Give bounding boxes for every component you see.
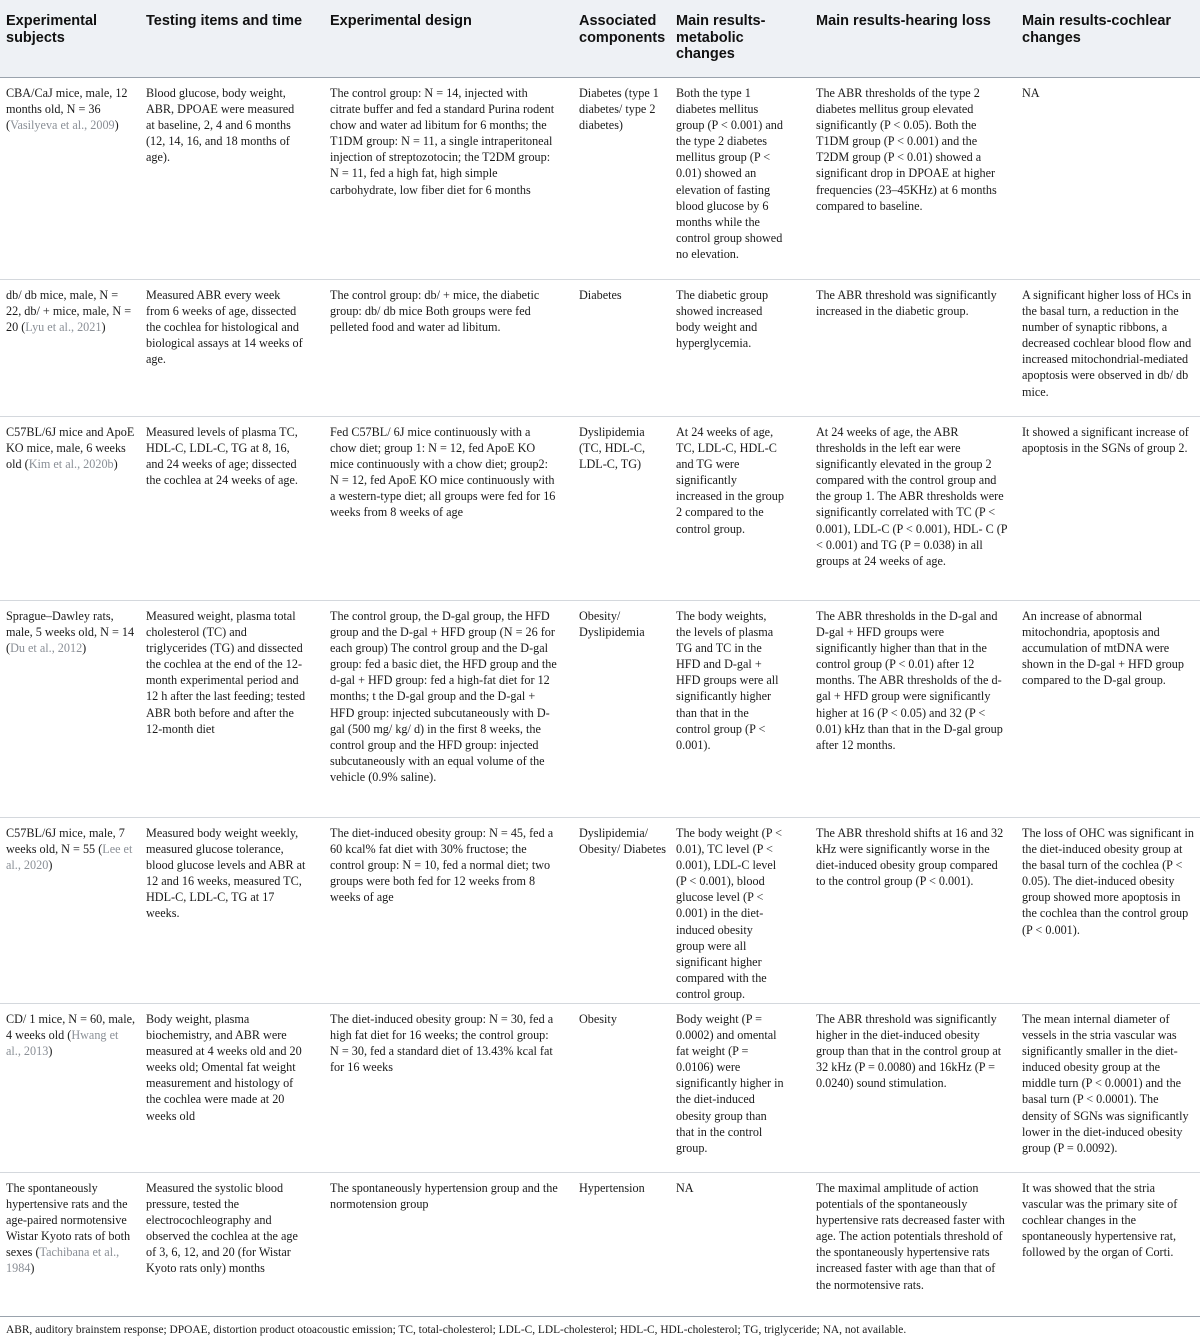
row-divider [0, 600, 1200, 601]
cell-testing: Measured levels of plasma TC, HDL-C, LDL-C, TG at 8, 16, and 24 weeks of age; dissected the cochlea at 24 weeks of age. [146, 425, 298, 488]
citation-link[interactable]: Du et al., 2012 [10, 641, 83, 656]
header-cochlear-changes: Main results-cochlear changes [1022, 13, 1172, 46]
row-divider [0, 817, 1200, 818]
cell-subjects: Sprague–Dawley rats, male, 5 weeks old, N = 14 (Du et al., 2012) [6, 609, 135, 656]
header-experimental-design: Experimental design [330, 13, 472, 29]
cell-hearing: The ABR thresholds of the type 2 diabetes mellitus group elevated significantly (P < 0.05). Both the T1DM group (P < 0.001) and the T2DM group (P < 0.01) showed a significant drop in DPOAE at higher frequencies (23–45KHz) at 6 months compared to baseline. [816, 86, 997, 213]
cell-cochlear: The mean internal diameter of vessels in the stria vascular was significantly smaller in the diet-induced obesity group at the middle turn (P < 0.0001) and the basal turn (P < 0.0001). The density of SGNs was significantly lower in the diet-induced obesity group (P = 0.0092). [1022, 1012, 1189, 1155]
cell-subjects: db/ db mice, male, N = 22, db/ + mice, male, N = 20 (Lyu et al., 2021) [6, 288, 132, 335]
cell-subjects: CBA/CaJ mice, male, 12 months old, N = 36 (Vasilyeva et al., 2009) [6, 86, 128, 133]
cell-cochlear: A significant higher loss of HCs in the basal turn, a reduction in the number of synaptic ribbons, a decreased cochlear blood flow and increased mitochondrial-mediated apoptosis were observed in db/ db mice. [1022, 288, 1192, 399]
cell-hearing: At 24 weeks of age, the ABR thresholds in the left ear were significantly elevated in the group 2 compared with the control group and the group 1. The ABR thresholds were significantly correlated with TC (P < 0.001), LDL-C (P < 0.001), HDL- C (P < 0.001) and TG (P = 0.038) in all groups at 24 weeks of age. [816, 425, 1008, 568]
cell-components: Dyslipidemia (TC, HDL-C, LDL-C, TG) [579, 425, 646, 472]
cell-subjects: C57BL/6J mice, male, 7 weeks old, N = 55 (Lee et al., 2020) [6, 826, 133, 873]
cell-design: The diet-induced obesity group: N = 30, fed a high fat diet for 16 weeks; the control group: N = 30, fed a standard diet of 13.43% kcal fat for 16 weeks [330, 1012, 554, 1075]
header-hearing-loss: Main results-hearing loss [816, 13, 991, 29]
cell-hearing: The ABR threshold shifts at 16 and 32 kHz were significantly worse in the diet-induced obesity group compared to the control group (P < 0.001). [816, 826, 1004, 889]
header-associated-components: Associated components [579, 13, 666, 46]
cell-design: The diet-induced obesity group: N = 45, fed a 60 kcal% fat diet with 30% fructose; the control group: N = 10, fed a normal diet; two groups were both fed for 12 weeks from 8 weeks of age [330, 826, 554, 905]
citation-link[interactable]: Lyu et al., 2021 [25, 320, 102, 335]
table-footnote: ABR, auditory brainstem response; DPOAE, distortion product otoacoustic emission; TC, total-cholesterol; LDL-C, LDL-cholesterol; HDL-C, HDL-cholesterol; TG, triglyceride; NA, not available. [6, 1324, 907, 1336]
cell-testing: Measured the systolic blood pressure, tested the electrocochleography and observed the cochlea at the age of 3, 6, 12, and 20 (for Wistar Kyoto rats only) months [146, 1181, 298, 1276]
cell-testing: Blood glucose, body weight, ABR, DPOAE were measured at baseline, 2, 4 and 6 months (12, 14, 16, and 18 months of age). [146, 86, 295, 165]
cell-components: Obesity [579, 1012, 617, 1026]
cell-hearing: The ABR thresholds in the D-gal and D-gal + HFD groups were significantly higher than that in the control group (P < 0.01) after 12 months. The ABR thresholds of the d-gal + HFD group were significantly higher at 16 (P < 0.05) and 32 (P < 0.01) kHz than that in the D-gal group after 12 months. [816, 609, 1003, 752]
citation-link[interactable]: Kim et al., 2020b [28, 457, 114, 472]
cell-components: Dyslipidemia/ Obesity/ Diabetes [579, 826, 666, 857]
table-bottom-rule [0, 1316, 1200, 1317]
cell-hearing: The ABR threshold was significantly increased in the diabetic group. [816, 288, 997, 319]
cell-cochlear: An increase of abnormal mitochondria, apoptosis and accumulation of mtDNA were shown in the D-gal + HFD group compared to the D-gal group. [1022, 609, 1184, 688]
cell-metabolic: The body weight (P < 0.01), TC level (P < 0.001), LDL-C level (P < 0.001), blood glucose level (P < 0.001) in the diet-induced obesity group were all significant higher compared with the control group. [676, 826, 782, 1001]
cell-testing: Measured ABR every week from 6 weeks of age, dissected the cochlea for histological and biological assays at 14 weeks of age. [146, 288, 303, 367]
cell-components: Hypertension [579, 1181, 645, 1195]
cell-metabolic: NA [676, 1181, 694, 1195]
cell-design: The control group: db/ + mice, the diabetic group: db/ db mice Both groups were fed pelleted food and water ad libitum. [330, 288, 540, 335]
cell-subjects: CD/ 1 mice, N = 60, male, 4 weeks old (Hwang et al., 2013) [6, 1012, 136, 1059]
cell-cochlear: It showed a significant increase of apoptosis in the SGNs of group 2. [1022, 425, 1189, 456]
row-divider [0, 416, 1200, 417]
cell-design: The control group: N = 14, injected with citrate buffer and fed a standard Purina rodent chow and water ad libitum for 6 months; the T1DM group: N = 11, a single intraperitoneal injection of streptozotocin; the T2DM group: N = 11, fed a high fat, high simple carbohydrate, low fiber diet for 6 months [330, 86, 555, 197]
row-divider [0, 1172, 1200, 1173]
cell-cochlear: The loss of OHC was significant in the diet-induced obesity group at the basal turn of the cochlea (P < 0.05). The diet-induced obesity group showed more apoptosis in the cochlea than the control group (P < 0.001). [1022, 826, 1194, 937]
cell-metabolic: Both the type 1 diabetes mellitus group (P < 0.001) and the type 2 diabetes mellitus group (P < 0.01) showed an elevation of fasting blood glucose by 6 months while the control group showed no elevation. [676, 86, 783, 261]
cell-subjects: C57BL/6J mice and ApoE KO mice, male, 6 weeks old (Kim et al., 2020b) [6, 425, 135, 472]
cell-metabolic: Body weight (P = 0.0002) and omental fat weight (P = 0.0106) were significantly higher in the diet-induced obesity group than that in the control group. [676, 1012, 784, 1155]
citation-link[interactable]: Hwang et al., 2013 [6, 1028, 119, 1059]
cell-design: Fed C57BL/ 6J mice continuously with a chow diet; group 1: N = 12, fed ApoE KO mice continuously with a chow diet; group2: N = 12, fed ApoE KO mice continuously with a western-type diet; all groups were fed for 16 weeks from 8 weeks of age [330, 425, 556, 520]
cell-testing: Measured body weight weekly, measured glucose tolerance, blood glucose levels and ABR at 12 and 16 weeks, measured TC, HDL-C, LDL-C, TG at 17 weeks. [146, 826, 306, 921]
cell-cochlear: It was showed that the stria vascular was the primary site of cochlear changes in the spontaneously hypertensive rat, followed by the organ of Corti. [1022, 1181, 1178, 1260]
cell-hearing: The maximal amplitude of action potentials of the spontaneously hypertensive rats decreased faster with age. The action potentials threshold of the spontaneously hypertensive rats increased faster with age than that of the normotensive rats. [816, 1181, 1005, 1292]
table-header [0, 0, 1200, 78]
cell-components: Diabetes [579, 288, 622, 302]
cell-design: The control group, the D-gal group, the HFD group and the D-gal + HFD group (N = 26 for each group) The control group and the D-gal group: fed a basic diet, the HFD group and the d-gal + HFD group: fed a high-fat diet for 12 months; t the D-gal group and the D-gal + HFD group: injected subcutaneously with D-gal (500 mg/ kg/ d) in the first 8 weeks, the control group and the HFD group: injected subcutaneously with an equal volume of the vehicle (0.9% saline). [330, 609, 557, 784]
row-divider [0, 1003, 1200, 1004]
header-experimental-subjects: Experimental subjects [6, 13, 98, 46]
cell-metabolic: The body weights, the levels of plasma TG and TC in the HFD and D-gal + HFD groups were all significantly higher than that in the control group (P < 0.001). [676, 609, 779, 752]
row-divider [0, 279, 1200, 280]
header-testing-items: Testing items and time [146, 13, 303, 29]
cell-design: The spontaneously hypertension group and the normotension group [330, 1181, 558, 1212]
cell-components: Obesity/ Dyslipidemia [579, 609, 645, 640]
cell-components: Diabetes (type 1 diabetes/ type 2 diabetes) [579, 86, 659, 133]
citation-link[interactable]: Tachibana et al., 1984 [6, 1245, 120, 1276]
citation-link[interactable]: Vasilyeva et al., 2009 [10, 118, 115, 133]
citation-link[interactable]: Lee et al., 2020 [6, 842, 133, 873]
cell-testing: Body weight, plasma biochemistry, and ABR were measured at 4 weeks old and 20 weeks old; Omental fat weight measurement and histology of the cochlea were made at 20 weeks old [146, 1012, 302, 1123]
cell-subjects: The spontaneously hypertensive rats and the age-paired normotensive Wistar Kyoto rats of both sexes (Tachibana et al., 1984) [6, 1181, 131, 1276]
header-metabolic-changes: Main results-metabolic changes [676, 13, 766, 62]
cell-cochlear: NA [1022, 86, 1040, 100]
cell-hearing: The ABR threshold was significantly higher in the diet-induced obesity group than that in the control group at 32 kHz (P = 0.0080) and 16kHz (P = 0.0240) sound stimulation. [816, 1012, 1002, 1091]
cell-metabolic: The diabetic group showed increased body weight and hyperglycemia. [676, 288, 769, 351]
cell-metabolic: At 24 weeks of age, TC, LDL-C, HDL-C and TG were significantly increased in the group 2 compared to the control group. [676, 425, 784, 536]
cell-testing: Measured weight, plasma total cholesterol (TC) and triglycerides (TG) and dissected the cochlea at the end of the 12-month experimental period and 12 h after the last feeding; tested ABR both before and after the 12-month diet [146, 609, 306, 736]
